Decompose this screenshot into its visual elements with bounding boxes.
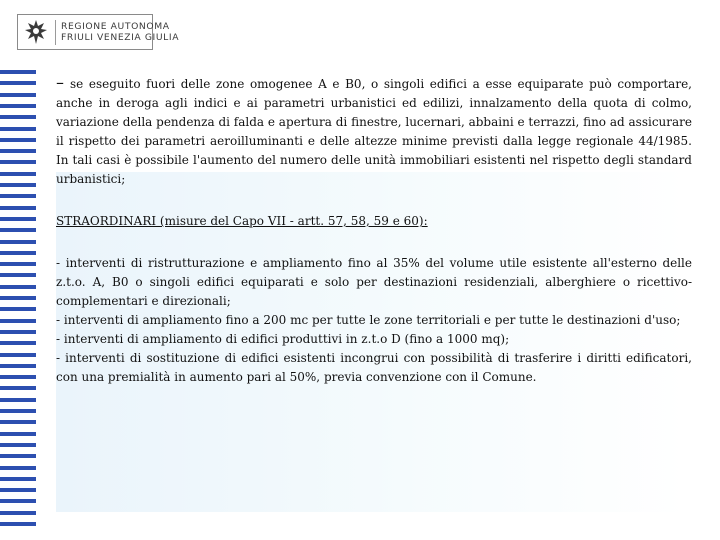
stripe (0, 183, 36, 187)
stripe (0, 330, 36, 334)
stripe (0, 443, 36, 447)
stripe (0, 386, 36, 390)
paragraph-1-text: se eseguito fuori delle zone omogenee A e B0, o singoli edifici a esse equiparate può comportare, anche in deroga agli indici e ai parametri urbanistici ed edilizi, innalzamento della quota di colmo, variazione della pendenza di falda e apertura di finestre, lucernari, abbaini e terrazzi, fino ad assicurare il rispetto dei parametri aeroilluminanti e delle altezze minime previsti dalla legge regionale 44/1985. In tali casi è possibile l'aumento del numero delle unità immobiliari esistenti nel rispetto degli standard urbanistici; (56, 77, 692, 186)
stripe (0, 206, 36, 210)
stripe (0, 296, 36, 300)
stripe (0, 420, 36, 424)
stripe (0, 409, 36, 413)
list-item: - interventi di ampliamento fino a 200 mc per tutte le zone territoriali e per tutte le destinazioni d'uso; (56, 313, 681, 327)
stripe (0, 127, 36, 131)
stripe (0, 194, 36, 198)
stripe (0, 240, 36, 244)
side-stripes (0, 70, 36, 532)
paragraph-dash: – (56, 73, 64, 92)
stripe (0, 228, 36, 232)
stripe (0, 160, 36, 164)
stripe (0, 115, 36, 119)
stripe (0, 262, 36, 266)
stripe (0, 511, 36, 515)
logo-line-1: REGIONE AUTONOMA (61, 21, 170, 32)
stripe (0, 93, 36, 97)
eagle-emblem-icon (23, 18, 49, 46)
logo-divider (55, 20, 56, 45)
stripe (0, 454, 36, 458)
paragraph-1 (56, 75, 692, 189)
interventions-list (56, 254, 692, 387)
list-item: - interventi di sostituzione di edifici esistenti incongrui con possibilità di trasferire i diritti edificatori, con una premialità in aumento pari al 50%, previa convenzione con il Comune. (56, 351, 692, 384)
stripe (0, 307, 36, 311)
stripe (0, 488, 36, 492)
stripe (0, 353, 36, 357)
logo-text (61, 21, 179, 43)
logo-line-2: FRIULI VENEZIA GIULIA (61, 32, 180, 43)
list-item: - interventi di ampliamento di edifici produttivi in z.t.o D (fino a 1000 mq); (56, 332, 510, 346)
stripe (0, 81, 36, 85)
stripe (0, 466, 36, 470)
stripe (0, 319, 36, 323)
stripe (0, 251, 36, 255)
stripe (0, 172, 36, 176)
stripe (0, 149, 36, 153)
stripe (0, 217, 36, 221)
stripe (0, 522, 36, 526)
region-logo (17, 14, 180, 50)
stripe (0, 285, 36, 289)
section-heading: STRAORDINARI (misure del Capo VII - artt. 57, 58, 59 e 60): (56, 214, 428, 228)
stripe (0, 432, 36, 436)
stripe (0, 138, 36, 142)
list-item: - interventi di ristrutturazione e ampliamento fino al 35% del volume utile esistente all'esterno delle z.t.o. A, B0 o singoli edifici equiparati e solo per destinazioni residenziali, alberghiere o ricettivo-complementari e direzionali; (56, 256, 692, 308)
stripe (0, 364, 36, 368)
stripe (0, 398, 36, 402)
stripe (0, 104, 36, 108)
stripe (0, 273, 36, 277)
stripe (0, 477, 36, 481)
stripe (0, 341, 36, 345)
stripe (0, 375, 36, 379)
stripe (0, 499, 36, 503)
stripe (0, 70, 36, 74)
